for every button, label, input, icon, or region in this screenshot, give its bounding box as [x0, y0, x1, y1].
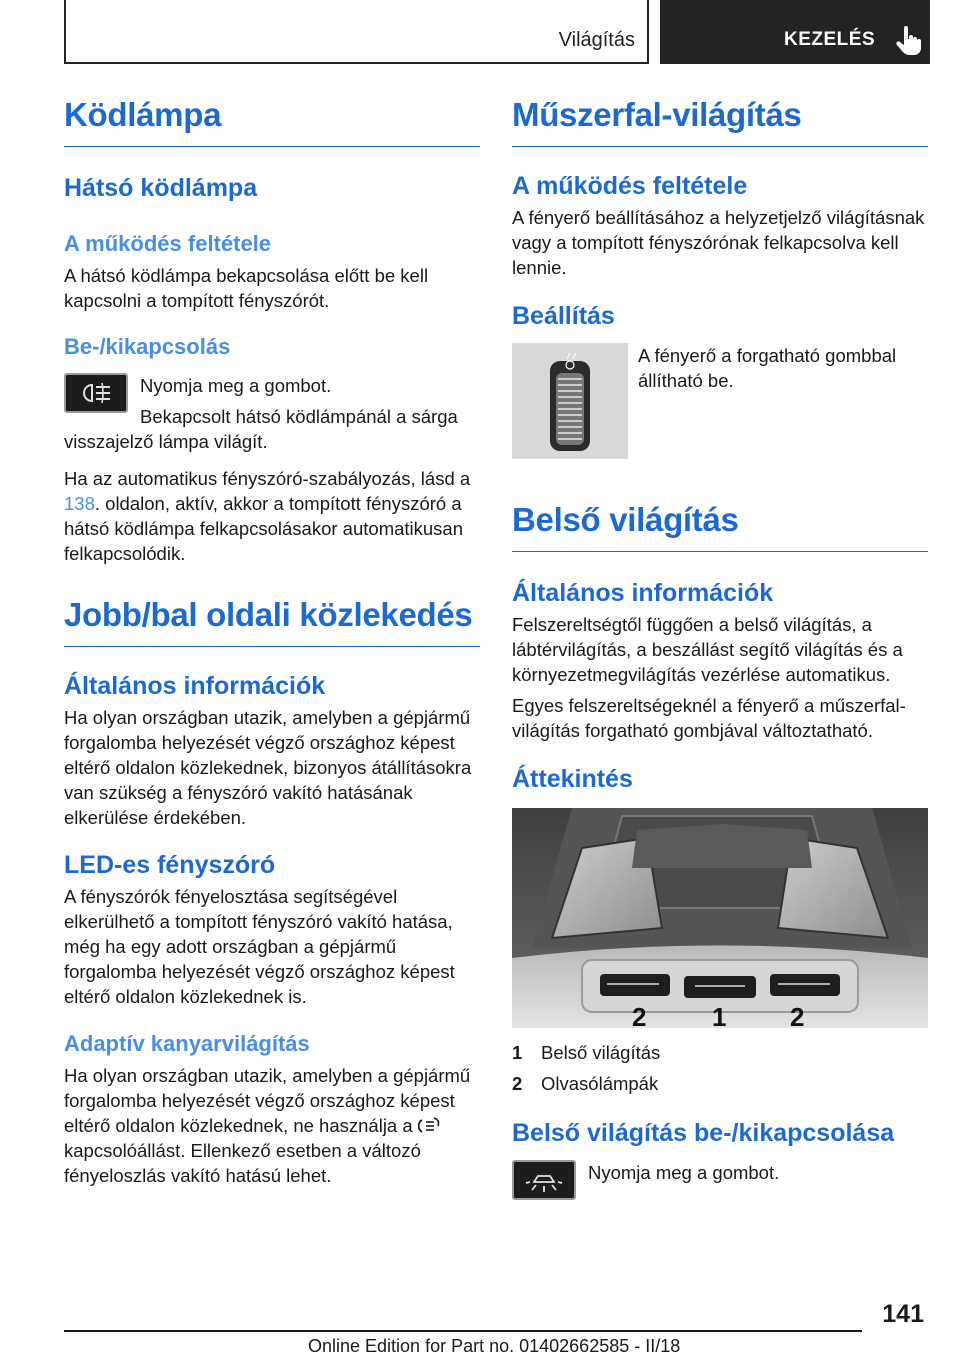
footer-divider — [64, 1330, 862, 1332]
rear-fog-button[interactable] — [64, 373, 128, 413]
adjustment-block — [512, 343, 928, 459]
rear-fog-instruction — [64, 373, 480, 454]
left-column — [64, 96, 480, 1188]
heading-traffic-side: Jobb/bal oldali közlekedés — [64, 596, 480, 647]
header-section-box — [64, 0, 649, 64]
interior-light-instruction — [512, 1160, 928, 1200]
heading-adjustment: Beállítás — [512, 301, 615, 330]
paragraph-adaptive: Ha olyan országban utazik, amelyben a gépjármű forgalomba helyezését végző országhoz képest eltérő oldalon közlekednek, ne használja a kapcsolóállást. Ellenkező esetben a változó fényeloszlás vakító hatású lehet. — [64, 1065, 471, 1187]
adaptive-light-icon — [418, 1114, 442, 1136]
thumbwheel-icon — [512, 343, 628, 459]
heading-dashboard-lighting: Műszerfal-világítás — [512, 96, 928, 147]
paragraph-press-button: Nyomja meg a gombot. — [140, 374, 332, 396]
right-column — [512, 96, 928, 1200]
paragraph-condition: A hátsó ködlámpa bekapcsolása előtt be kell kapcsolni a tompított fényszórót. — [64, 265, 429, 312]
interior-light-panel-photo — [512, 808, 928, 1028]
brightness-wheel-image — [512, 343, 628, 459]
heading-fog-lamp: Ködlámpa — [64, 96, 480, 147]
heading-rear-fog-lamp: Hátsó ködlámpa — [64, 173, 258, 202]
heading-overview: Áttekintés — [512, 764, 633, 793]
rear-fog-lamp-icon — [66, 375, 126, 411]
header-chapter-box — [660, 0, 930, 64]
page-link-138[interactable]: 138 — [64, 492, 95, 514]
page-number: 141 — [882, 1300, 924, 1328]
overhead-console-illustration — [512, 808, 928, 1028]
paragraph-general-left: Ha olyan országban utazik, amelyben a gépjármű forgalomba helyezését végző országhoz képest eltérő oldalon közlekednek, bizonyos átállításokra van szükség a fényszóró vakító hatásának elkerülése érdekében. — [64, 706, 472, 828]
heading-led-headlight: LED-es fényszóró — [64, 850, 276, 879]
paragraph-led: A fényszórók fényelosztása segítségével elkerülhető a tompított fényszóró vakító hatása, még ha egy adott országban a gépjármű forgalomba helyezését végző országhoz képest eltérő oldalon közlekednek is. — [64, 885, 455, 1007]
header-chapter-title: KEZELÉS — [784, 29, 876, 50]
header-section-title: Világítás — [558, 29, 635, 51]
paragraph-adjustment: A fényerő a forgatható gombbal állítható be. — [638, 344, 897, 391]
heading-operating-condition-right: A működés feltétele — [512, 171, 748, 200]
interior-light-button[interactable] — [512, 1160, 576, 1200]
heading-interior-lighting: Belső világítás — [512, 501, 928, 552]
interior-light-icon — [514, 1162, 574, 1198]
footer-edition: Online Edition for Part no. 01402662585 - II/18 — [308, 1336, 681, 1356]
paragraph-condition-right: A fényerő beállításához a helyzetjelző világításnak vagy a tompított fényszórónak felkapcsolva kell lennie. — [512, 206, 925, 278]
photo-label-center: 1 — [712, 1001, 727, 1028]
heading-operating-condition: A működés feltétele — [64, 230, 272, 256]
paragraph-indicator: Bekapcsolt hátsó ködlámpánál a sárga visszajelző lámpa világít. — [64, 405, 458, 452]
paragraph-auto-headlight: Ha az automatikus fényszóró-szabályozás, lásd a 138. oldalon, aktív, akkor a tompított fényszóró a hátsó ködlámpa felkapcsolásakor automatikusan felkapcsolódik. — [64, 467, 471, 564]
heading-general-info-right: Általános információk — [512, 578, 774, 607]
heading-general-info-left: Általános információk — [64, 671, 326, 700]
photo-label-right: 2 — [790, 1001, 805, 1028]
heading-interior-onoff: Belső világítás be-/kikapcsolása — [512, 1118, 895, 1147]
heading-adaptive-cornering: Adaptív kanyarvilágítás — [64, 1030, 310, 1056]
paragraph-general-right-1: Felszereltségtől függően a belső világítás, a lábtérvilágítás, a beszállást segítő világítás és a környezetmegvilágítás vezérlése automatikus. — [512, 613, 903, 685]
pointing-hand-icon — [896, 26, 922, 56]
legend-item: 1 Belső világítás — [512, 1041, 661, 1063]
legend-list — [512, 1040, 928, 1096]
paragraph-press-button-right: Nyomja meg a gombot. — [588, 1161, 780, 1183]
heading-switch-on-off: Be-/kikapcsolás — [64, 334, 231, 360]
paragraph-general-right-2: Egyes felszereltségeknél a fényerő a műszerfal-világítás forgatható gombjával változtatható. — [512, 694, 906, 741]
photo-label-left: 2 — [632, 1001, 647, 1028]
legend-item: 2 Olvasólámpák — [512, 1072, 659, 1094]
